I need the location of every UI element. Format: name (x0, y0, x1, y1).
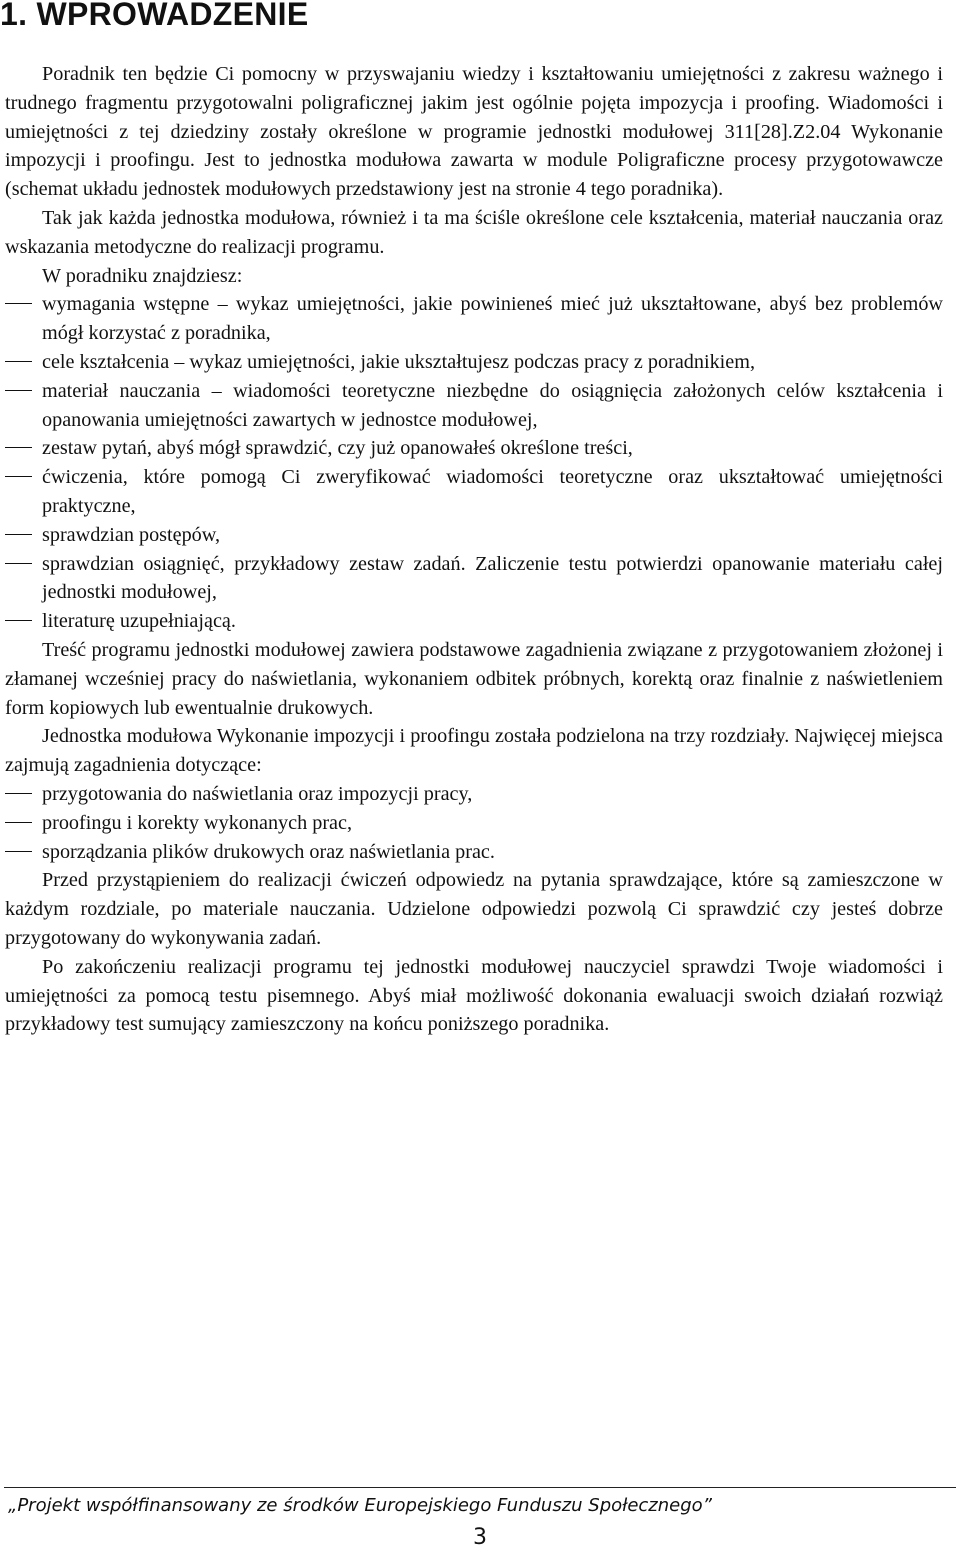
program-content-paragraph: Treść programu jednostki modułowej zawiera podstawowe zagadnienia związane z przygotowaniem złożonej i złamanej wcześniej pracy do naświetlania, wykonaniem odbitek próbnych, korektą oraz finalnie z naświetleniem form kopiowych lub ewentualnie drukowych. (5, 638, 943, 719)
section-heading: 1. WPROWADZENIE (0, 0, 309, 32)
footer-project-note: „Projekt współfinansowany ze środków Europejskiego Funduszu Społecznego” (8, 1495, 712, 1516)
list-item-text: proofingu i korekty wykonanych prac, (42, 811, 353, 834)
final-test-paragraph: Po zakończeniu realizacji programu tej jednostki modułowej nauczyciel sprawdzi Twoje wiadomości i umiejętności za pomocą testu pisemnego. Abyś miał możliwość dokonania ewaluacji swoich działań rozwiąż przykładowy test sumujący zamieszczony na końcu poniższego poradnika. (5, 955, 943, 1036)
chapter-topics-list (5, 780, 943, 866)
list-item (5, 463, 943, 521)
list-item (5, 434, 943, 463)
list-item-text: literaturę uzupełniającą. (42, 610, 236, 633)
list-intro: W poradniku znajdziesz: (42, 264, 243, 287)
dash-bullet (5, 303, 32, 304)
dash-bullet (5, 361, 32, 362)
intro-paragraph: Poradnik ten będzie Ci pomocny w przyswajaniu wiedzy i kształtowaniu umiejętności z zakresu ważnego i trudnego fragmentu przygotowalni poligraficznej jakim jest ogólnie pojęta impozycja i proofing. Wiadomości i umiejętności z tej dziedziny zostały określone w programie jednostki modułowej 311[28].Z2.04 Wykonanie impozycji i proofingu. Jest to jednostka modułowa zawarta w module Poligraficzne procesy przygotowawcze (schemat układu jednostek modułowych przedstawiony jest na stronie 4 tego poradnika). (5, 63, 943, 201)
list-item (5, 809, 943, 838)
list-item-text: sprawdzian osiągnięć, przykładowy zestaw zadań. Zaliczenie testu potwierdzi opanowanie materiału całej jednostki modułowej, (42, 552, 943, 604)
dash-bullet (5, 534, 32, 535)
list-item (5, 780, 943, 809)
guide-contents-list (5, 290, 943, 636)
dash-bullet (5, 476, 32, 477)
exercises-paragraph: Przed przystąpieniem do realizacji ćwiczeń odpowiedz na pytania sprawdzające, które są zamieszczone w każdym rozdziale, po materiale nauczania. Udzielone odpowiedzi pozwolą Ci sprawdzić czy jesteś dobrze przygotowany do wykonywania zadań. (5, 869, 943, 949)
dash-bullet (5, 563, 32, 564)
dash-bullet (5, 851, 32, 852)
list-item (5, 838, 943, 867)
list-item (5, 550, 943, 608)
list-item (5, 521, 943, 550)
dash-bullet (5, 620, 32, 621)
list-item (5, 607, 943, 636)
dash-bullet (5, 390, 32, 391)
list-item-text: ćwiczenia, które pomogą Ci zweryfikować wiadomości teoretyczne oraz ukształtować umiejętności praktyczne, (42, 466, 943, 517)
list-item (5, 348, 943, 377)
dash-bullet (5, 793, 32, 794)
list-item-text: przygotowania do naświetlania oraz impozycji pracy, (42, 782, 473, 805)
list-item (5, 377, 943, 435)
document-body (5, 60, 943, 1039)
list-item-text: cele kształcenia – wykaz umiejętności, jakie ukształtujesz podczas pracy z poradnikiem, (42, 350, 755, 373)
list-item-text: wymagania wstępne – wykaz umiejętności, jakie powinieneś mieć już ukształtowane, abyś bez problemów mógł korzystać z poradnika, (42, 293, 943, 345)
dash-bullet (5, 822, 32, 823)
footer-divider (4, 1487, 956, 1488)
list-item-text: sporządzania plików drukowych oraz naświetlania prac. (42, 840, 495, 863)
list-item-text: zestaw pytań, abyś mógł sprawdzić, czy już opanowałeś określone treści, (42, 437, 633, 460)
dash-bullet (5, 447, 32, 448)
list-item-text: materiał nauczania – wiadomości teoretyczne niezbędne do osiągnięcia założonych celów kształcenia i opanowania umiejętności zawartych w jednostce modułowej, (42, 379, 943, 431)
list-item (5, 290, 943, 348)
chapters-paragraph: Jednostka modułowa Wykonanie impozycji i proofingu została podzielona na trzy rozdziały. Najwięcej miejsca zajmują zagadnienia dotyczące: (5, 725, 943, 777)
page-number: 3 (473, 1525, 487, 1550)
list-item-text: sprawdzian postępów, (42, 523, 221, 546)
objectives-paragraph: Tak jak każda jednostka modułowa, również i ta ma ściśle określone cele kształcenia, materiał nauczania oraz wskazania metodyczne do realizacji programu. (5, 206, 943, 258)
